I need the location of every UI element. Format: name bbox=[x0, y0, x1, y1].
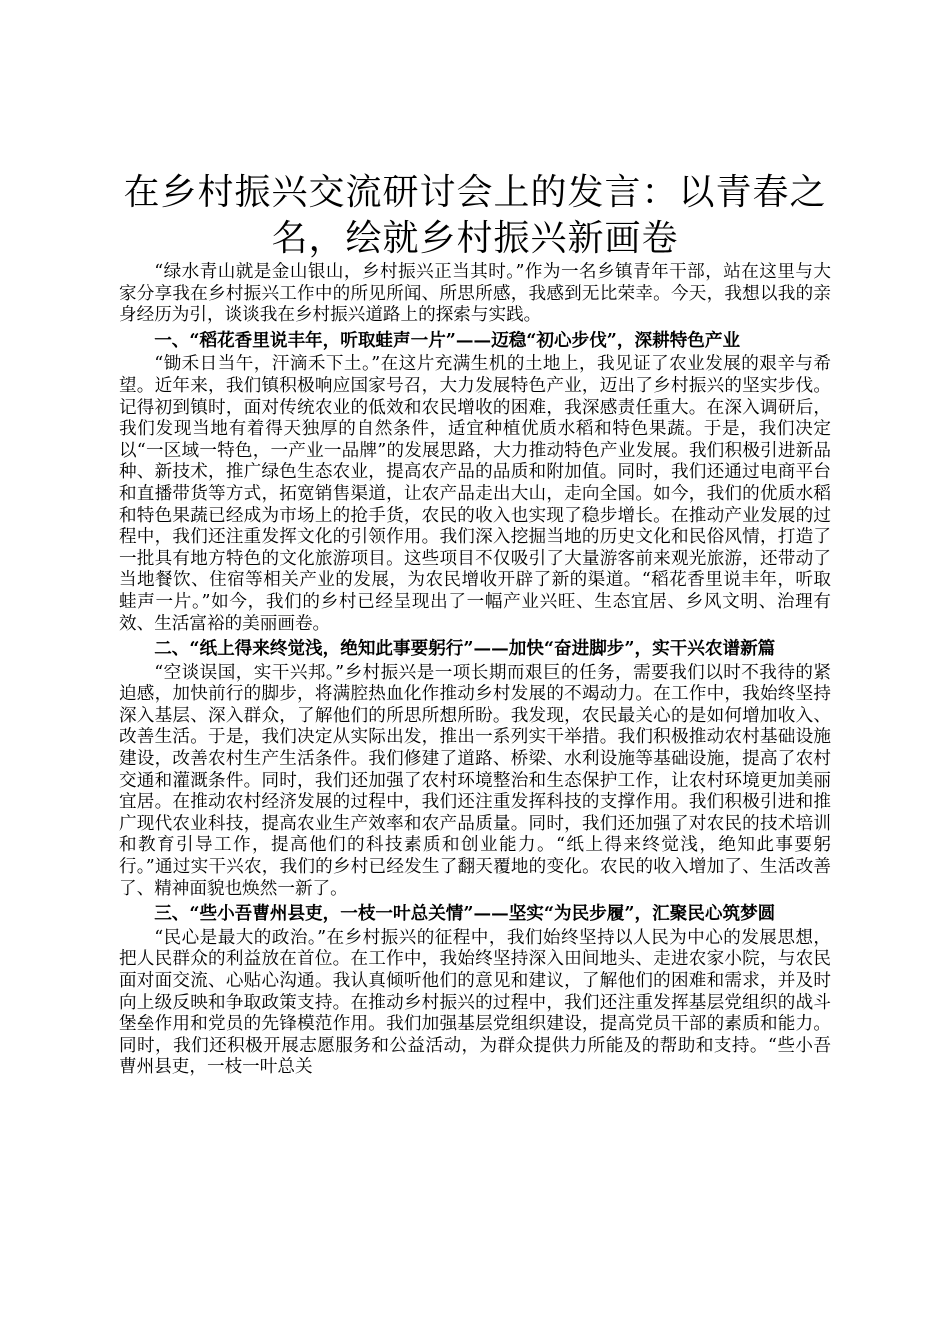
intro-paragraph: “绿水青山就是金山银山，乡村振兴正当其时。”作为一名乡镇青年干部，站在这里与大家分享我在乡村振兴工作中的所见所闻、所思所感，我感到无比荣幸。今天，我想以我的亲身经历为引，谈谈我在乡村振兴道路上的探索与实践。 bbox=[119, 262, 831, 326]
section-1-heading: 一、“稻花香里说丰年，听取蛙声一片”——迈稳“初心步伐”，深耕特色产业 bbox=[154, 329, 741, 351]
document-page bbox=[119, 170, 831, 1079]
section-3-body: “民心是最大的政治。”在乡村振兴的征程中，我们始终坚持以人民为中心的发展思想，把人民群众的利益放在首位。在工作中，我始终坚持深入田间地头、走进农家小院，与农民面对面交流、心贴心沟通。我认真倾听他们的意见和建议，了解他们的困难和需求，并及时向上级反映和争取政策支持。在推动乡村振兴的过程中，我们还注重发挥基层党组织的战斗堡垒作用和党员的先锋模范作用。我们加强基层党组织建设，提高党员干部的素质和能力。同时，我们还积极开展志愿服务和公益活动，为群众提供力所能及的帮助和支持。“些小吾曹州县吏，一枝一叶总关 bbox=[119, 927, 831, 1078]
document-title: 在乡村振兴交流研讨会上的发言：以青春之名，绘就乡村振兴新画卷 bbox=[123, 172, 827, 259]
section-2-body: “空谈误国，实干兴邦。”乡村振兴是一项长期而艰巨的任务，需要我们以时不我待的紧迫感，加快前行的脚步，将满腔热血化作推动乡村发展的不竭动力。在工作中，我始终坚持深入基层、深入群众，了解他们的所思所想所盼。我发现，农民最关心的是如何增加收入、改善生活。于是，我们决定从实际出发，推出一系列实干举措。我们积极推动农村基础设施建设，改善农村生产生活条件。我们修建了道路、桥梁、水利设施等基础设施，提高了农村交通和灌溉条件。同时，我们还加强了农村环境整治和生态保护工作，让农村环境更加美丽宜居。在推动农村经济发展的过程中，我们还注重发挥科技的支撑作用。我们积极引进和推广现代农业科技，提高农业生产效率和农产品质量。同时，我们还加强了对农民的技术培训和教育引导工作，提高他们的科技素质和创业能力。“纸上得来终觉浅，绝知此事要躬行。”通过实干兴农，我们的乡村已经发生了翻天覆地的变化。农民的收入增加了、生活改善了、精神面貌也焕然一新了。 bbox=[119, 662, 831, 899]
section-1-body: “锄禾日当午，汗滴禾下土。”在这片充满生机的土地上，我见证了农业发展的艰辛与希望。近年来，我们镇积极响应国家号召，大力发展特色产业，迈出了乡村振兴的坚实步伐。记得初到镇时，面对传统农业的低效和农民增收的困难，我深感责任重大。在深入调研后，我们发现当地有着得天独厚的自然条件，适宜种植优质水稻和特色果蔬。于是，我们决定以“一区域一特色，一产业一品牌”的发展思路，大力推动特色产业发展。我们积极引进新品种、新技术，推广绿色生态农业，提高农产品的品质和附加值。同时，我们还通过电商平台和直播带货等方式，拓宽销售渠道，让农产品走出大山，走向全国。如今，我们的优质水稻和特色果蔬已经成为市场上的抢手货，农民的收入也实现了稳步增长。在推动产业发展的过程中，我们还注重发挥文化的引领作用。我们深入挖掘当地的历史文化和民俗风情，打造了一批具有地方特色的文化旅游项目。这些项目不仅吸引了大量游客前来观光旅游，还带动了当地餐饮、住宿等相关产业的发展，为农民增收开辟了新的渠道。“稻花香里说丰年，听取蛙声一片。”如今，我们的乡村已经呈现出了一幅产业兴旺、生态宜居、乡风文明、治理有效、生活富裕的美丽画卷。 bbox=[119, 354, 831, 634]
section-2-heading: 二、“纸上得来终觉浅，绝知此事要躬行”——加快“奋进脚步”，实干兴农谱新篇 bbox=[154, 638, 776, 660]
section-3-heading: 三、“些小吾曹州县吏，一枝一叶总关情”——坚实“为民步履”，汇聚民心筑梦圆 bbox=[154, 903, 776, 925]
